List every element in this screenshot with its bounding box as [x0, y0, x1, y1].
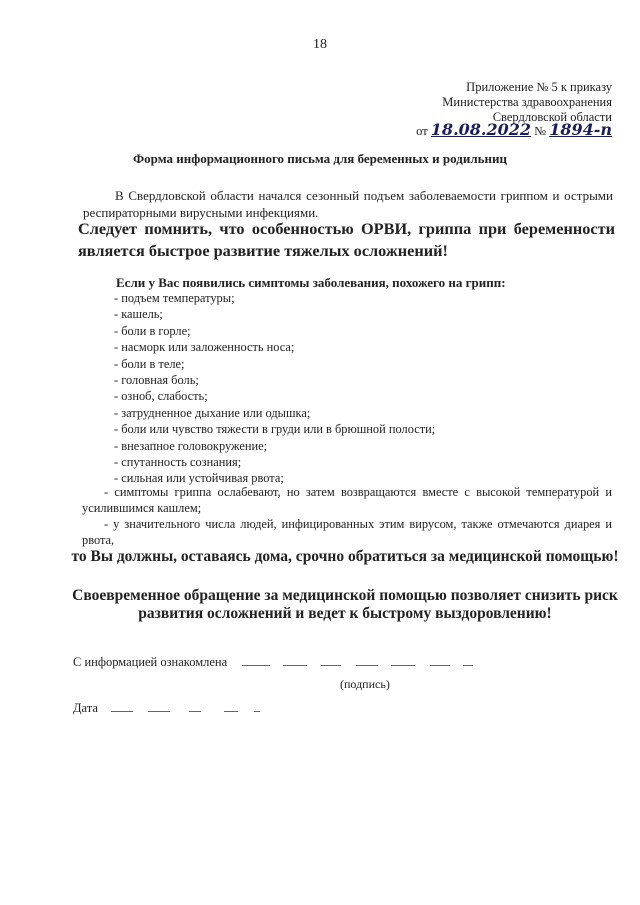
acknowledgement-label: С информацией ознакомлена [73, 655, 228, 669]
list-item: - затрудненное дыхание или одышка; [114, 405, 311, 420]
signature-blank[interactable] [242, 655, 270, 666]
list-item: - головная боль; [114, 373, 199, 388]
list-item: - кашель; [114, 307, 163, 322]
handwritten-date: 18.08.2022 [430, 120, 531, 139]
signature-blank[interactable] [430, 655, 450, 666]
symptoms-heading: Если у Вас появились симптомы заболевания, похожего на грипп: [116, 275, 506, 290]
appendix-line-1: Приложение № 5 к приказу [466, 80, 612, 94]
signature-caption: (подпись) [340, 677, 390, 691]
call-to-action: то Вы должны, оставаясь дома, срочно обратиться за медицинской помощью! [71, 548, 619, 565]
number-prefix: № [534, 124, 547, 138]
date-label: Дата [73, 701, 98, 715]
appendix-line-3: Свердловской области [492, 110, 612, 124]
intro-paragraph: В Свердловской области начался сезонный подъем заболеваемости гриппом и острыми респираторными вирусными инфекциями. [83, 188, 613, 220]
list-item: - насморк или заложенность носа; [114, 340, 295, 355]
date-prefix: от [416, 124, 428, 138]
signature-blank[interactable] [391, 655, 415, 666]
list-item: - сильная или устойчивая рвота; [114, 471, 284, 486]
list-item: - боли в горле; [114, 323, 191, 338]
date-blank[interactable] [224, 701, 238, 712]
list-item: - боли в теле; [114, 356, 185, 371]
appendix-line-2: Министерства здравоохранения [442, 95, 612, 109]
page-number: 18 [313, 37, 327, 52]
handwritten-number: 1894-п [549, 120, 612, 139]
date-blank[interactable] [189, 701, 201, 712]
symptoms-list [114, 290, 435, 487]
list-item: - подъем температуры; [114, 291, 235, 305]
appendix-date-line [416, 122, 612, 139]
list-item: - боли или чувство тяжести в груди или в брюшной полости; [114, 422, 436, 437]
date-blank[interactable] [148, 701, 170, 712]
acknowledgement-line [73, 655, 473, 670]
document-title: Форма информационного письма для беременных и родильниц [133, 151, 507, 166]
signature-blank[interactable] [321, 655, 341, 666]
symptom-long-1: - симптомы гриппа ослабевают, но затем возвращаются вместе с высокой температурой и усилившимся кашлем; [82, 485, 612, 515]
date-blank[interactable] [111, 701, 133, 712]
list-item: - спутанность сознания; [114, 455, 242, 470]
warning-paragraph: Следует помнить, что особенностью ОРВИ, гриппа при беременности является быстрое развитие тяжелых осложнений! [78, 219, 615, 260]
date-blank[interactable] [254, 701, 260, 712]
symptom-long-2: - у значительного числа людей, инфицированных этим вирусом, также отмечаются диарея и рвота, [82, 517, 612, 547]
signature-blank[interactable] [283, 655, 307, 666]
list-item: - озноб, слабость; [114, 389, 208, 404]
signature-blank[interactable] [463, 655, 473, 666]
signature-blank[interactable] [356, 655, 378, 666]
conclusion: Своевременное обращение за медицинской помощью позволяет снизить риск развития осложнений и ведет к быстрому выздоровлению! [72, 587, 618, 622]
list-item: - внезапное головокружение; [114, 438, 268, 453]
date-line [73, 701, 260, 716]
